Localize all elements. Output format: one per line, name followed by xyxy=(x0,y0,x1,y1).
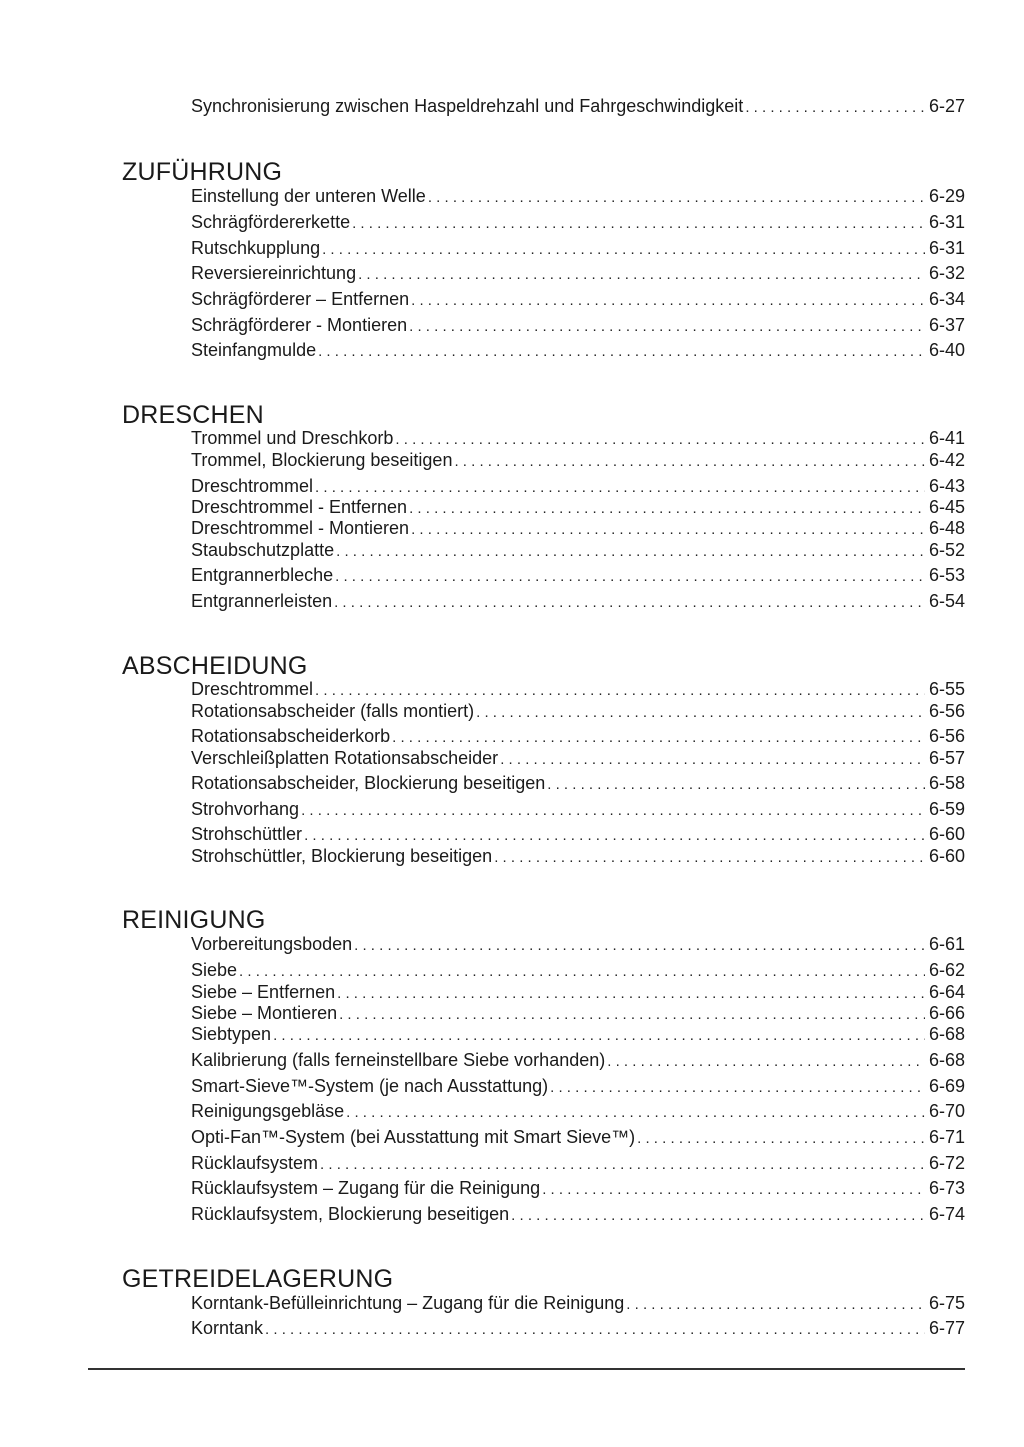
dot-leader xyxy=(411,290,925,310)
toc-entry-label: Schrägförderer – Entfernen xyxy=(191,289,410,309)
toc-entry-label: Trommel, Blockierung beseitigen xyxy=(191,450,453,470)
toc-entry-label: Korntank xyxy=(191,1318,264,1338)
toc-entry-page: 6-42 xyxy=(928,450,965,470)
toc-entry-page: 6-53 xyxy=(928,565,965,585)
toc-entry-page: 6-34 xyxy=(928,289,965,309)
toc-entry[interactable] xyxy=(191,1152,965,1174)
dot-leader xyxy=(500,749,925,769)
dot-leader xyxy=(334,592,925,612)
toc-entry-label: Entgrannerbleche xyxy=(191,565,334,585)
dot-leader xyxy=(542,1179,925,1199)
toc-entry[interactable] xyxy=(191,1002,965,1024)
dot-leader xyxy=(322,239,925,259)
toc-entry-page: 6-59 xyxy=(928,799,965,819)
toc-entry[interactable] xyxy=(191,339,965,361)
toc-entry-label: Rücklaufsystem, Blockierung beseitigen xyxy=(191,1204,510,1224)
section-title: DRESCHEN xyxy=(122,401,264,429)
section-title: GETREIDELAGERUNG xyxy=(122,1265,394,1293)
dot-leader xyxy=(335,566,925,586)
toc-entry-page: 6-77 xyxy=(928,1318,965,1338)
toc-entry[interactable] xyxy=(191,539,965,561)
dot-leader xyxy=(392,727,925,747)
toc-entry-page: 6-72 xyxy=(928,1153,965,1173)
toc-entry-label: Kalibrierung (falls ferneinstellbare Siebe vorhanden) xyxy=(191,1050,606,1070)
section-title: ZUFÜHRUNG xyxy=(122,158,283,186)
dot-leader xyxy=(320,1154,925,1174)
toc-entry[interactable] xyxy=(191,1292,965,1314)
toc-entry-page: 6-61 xyxy=(928,934,965,954)
toc-entry[interactable] xyxy=(191,95,965,117)
dot-leader xyxy=(265,1319,925,1339)
dot-leader xyxy=(304,825,925,845)
toc-entry[interactable] xyxy=(191,823,965,845)
toc-entry-page: 6-60 xyxy=(928,824,965,844)
toc-entry-label: Rotationsabscheiderkorb xyxy=(191,726,391,746)
toc-entry-label: Steinfangmulde xyxy=(191,340,317,360)
toc-entry[interactable] xyxy=(191,1203,965,1225)
toc-entry-page: 6-62 xyxy=(928,960,965,980)
dot-leader xyxy=(337,983,925,1003)
toc-entry-label: Smart-Sieve™-System (je nach Ausstattung) xyxy=(191,1076,549,1096)
dot-leader xyxy=(476,702,925,722)
toc-entry[interactable] xyxy=(191,262,965,284)
toc-entry-page: 6-37 xyxy=(928,315,965,335)
toc-entry-label: Siebe – Montieren xyxy=(191,1003,338,1023)
toc-entry[interactable] xyxy=(191,496,965,518)
toc-entry-label: Dreschtrommel xyxy=(191,679,314,699)
toc-entry[interactable] xyxy=(191,211,965,233)
toc-entry-page: 6-73 xyxy=(928,1178,965,1198)
toc-entry[interactable] xyxy=(191,1049,965,1071)
toc-entry[interactable] xyxy=(191,700,965,722)
toc-entry[interactable] xyxy=(191,1126,965,1148)
toc-entry-page: 6-71 xyxy=(928,1127,965,1147)
dot-leader xyxy=(428,187,925,207)
dot-leader xyxy=(395,429,925,449)
section-title: ABSCHEIDUNG xyxy=(122,652,308,680)
toc-entry-page: 6-69 xyxy=(928,1076,965,1096)
toc-entry-page: 6-75 xyxy=(928,1293,965,1313)
toc-entry[interactable] xyxy=(191,475,965,497)
toc-entry-label: Schrägfördererkette xyxy=(191,212,351,232)
section-title: REINIGUNG xyxy=(122,906,266,934)
toc-entry-page: 6-68 xyxy=(928,1024,965,1044)
toc-entry[interactable] xyxy=(191,798,965,820)
toc-entry-page: 6-68 xyxy=(928,1050,965,1070)
dot-leader xyxy=(339,1004,925,1024)
toc-entry[interactable] xyxy=(191,314,965,336)
toc-entry[interactable] xyxy=(191,959,965,981)
toc-entry-page: 6-31 xyxy=(928,212,965,232)
toc-entry[interactable] xyxy=(191,564,965,586)
toc-entry[interactable] xyxy=(191,1100,965,1122)
toc-entry[interactable] xyxy=(191,933,965,955)
toc-entry-page: 6-29 xyxy=(928,186,965,206)
toc-entry-label: Vorbereitungsboden xyxy=(191,934,353,954)
toc-entry-label: Schrägförderer - Montieren xyxy=(191,315,408,335)
dot-leader xyxy=(607,1051,925,1071)
dot-leader xyxy=(454,451,925,471)
toc-entry-page: 6-70 xyxy=(928,1101,965,1121)
toc-entry-page: 6-56 xyxy=(928,726,965,746)
toc-entry-label: Siebtypen xyxy=(191,1024,272,1044)
toc-entry-label: Staubschutzplatte xyxy=(191,540,335,560)
toc-entry[interactable] xyxy=(191,427,965,449)
toc-entry[interactable] xyxy=(191,678,965,700)
toc-entry-page: 6-43 xyxy=(928,476,965,496)
toc-entry-page: 6-32 xyxy=(928,263,965,283)
toc-entry-label: Dreschtrommel - Entfernen xyxy=(191,497,408,517)
toc-entry[interactable] xyxy=(191,288,965,310)
dot-leader xyxy=(315,477,925,497)
toc-entry-label: Reinigungsgebläse xyxy=(191,1101,345,1121)
dot-leader xyxy=(318,341,925,361)
toc-entry-page: 6-56 xyxy=(928,701,965,721)
dot-leader xyxy=(336,541,925,561)
dot-leader xyxy=(301,800,925,820)
toc-entry-page: 6-48 xyxy=(928,518,965,538)
toc-entry[interactable] xyxy=(191,590,965,612)
toc-entry-label: Verschleißplatten Rotationsabscheider xyxy=(191,748,499,768)
toc-entry-label: Dreschtrommel xyxy=(191,476,314,496)
toc-entry-page: 6-52 xyxy=(928,540,965,560)
toc-entry-label: Strohschüttler, Blockierung beseitigen xyxy=(191,846,493,866)
dot-leader xyxy=(745,97,925,117)
toc-entry[interactable] xyxy=(191,449,965,471)
dot-leader xyxy=(352,213,925,233)
toc-entry-label: Rücklaufsystem – Zugang für die Reinigung xyxy=(191,1178,541,1198)
dot-leader xyxy=(409,498,925,518)
toc-entry[interactable] xyxy=(191,1023,965,1045)
toc-entry-page: 6-58 xyxy=(928,773,965,793)
toc-entry[interactable] xyxy=(191,1075,965,1097)
toc-entry-label: Strohvorhang xyxy=(191,799,300,819)
toc-entry-label: Synchronisierung zwischen Haspeldrehzahl und Fahrgeschwindigkeit xyxy=(191,96,744,116)
toc-entry-page: 6-55 xyxy=(928,679,965,699)
toc-entry-label: Korntank-Befülleinrichtung – Zugang für die Reinigung xyxy=(191,1293,625,1313)
dot-leader xyxy=(511,1205,925,1225)
toc-entry[interactable] xyxy=(191,981,965,1003)
toc-entry[interactable] xyxy=(191,772,965,794)
toc-entry-page: 6-74 xyxy=(928,1204,965,1224)
toc-entry-label: Rotationsabscheider, Blockierung beseitigen xyxy=(191,773,546,793)
toc-entry-label: Einstellung der unteren Welle xyxy=(191,186,426,206)
dot-leader xyxy=(239,961,925,981)
toc-entry-label: Entgrannerleisten xyxy=(191,591,333,611)
toc-entry-page: 6-64 xyxy=(928,982,965,1002)
toc-entry-label: Rutschkupplung xyxy=(191,238,321,258)
toc-entry-page: 6-31 xyxy=(928,238,965,258)
toc-entry-page: 6-41 xyxy=(928,428,965,448)
toc-entry-label: Trommel und Dreschkorb xyxy=(191,428,394,448)
dot-leader xyxy=(273,1025,925,1045)
dot-leader xyxy=(626,1294,925,1314)
toc-entry-page: 6-66 xyxy=(928,1003,965,1023)
toc-entry-label: Rücklaufsystem xyxy=(191,1153,319,1173)
toc-entry-page: 6-57 xyxy=(928,748,965,768)
dot-leader xyxy=(637,1128,925,1148)
toc-entry-label: Rotationsabscheider (falls montiert) xyxy=(191,701,475,721)
toc-entry-page: 6-40 xyxy=(928,340,965,360)
toc-entry-label: Dreschtrommel - Montieren xyxy=(191,518,410,538)
toc-entry[interactable] xyxy=(191,747,965,769)
toc-entry[interactable] xyxy=(191,1317,965,1339)
toc-entry-page: 6-45 xyxy=(928,497,965,517)
toc-entry-label: Siebe xyxy=(191,960,238,980)
toc-entry[interactable] xyxy=(191,725,965,747)
toc-entry[interactable] xyxy=(191,237,965,259)
toc-entry[interactable] xyxy=(191,845,965,867)
toc-entry-page: 6-27 xyxy=(928,96,965,116)
dot-leader xyxy=(409,316,925,336)
dot-leader xyxy=(494,847,925,867)
toc-entry[interactable] xyxy=(191,185,965,207)
dot-leader xyxy=(354,935,925,955)
toc-entry-label: Strohschüttler xyxy=(191,824,303,844)
toc-entry-label: Siebe – Entfernen xyxy=(191,982,336,1002)
dot-leader xyxy=(547,774,925,794)
dot-leader xyxy=(358,264,925,284)
dot-leader xyxy=(315,680,925,700)
dot-leader xyxy=(550,1077,925,1097)
dot-leader xyxy=(411,519,925,539)
toc-entry[interactable] xyxy=(191,517,965,539)
footer-divider xyxy=(88,1368,965,1370)
toc-entry-page: 6-54 xyxy=(928,591,965,611)
toc-entry[interactable] xyxy=(191,1177,965,1199)
toc-entry-page: 6-60 xyxy=(928,846,965,866)
toc-entry-label: Opti-Fan™-System (bei Ausstattung mit Smart Sieve™) xyxy=(191,1127,636,1147)
dot-leader xyxy=(346,1102,925,1122)
toc-entry-label: Reversiereinrichtung xyxy=(191,263,357,283)
